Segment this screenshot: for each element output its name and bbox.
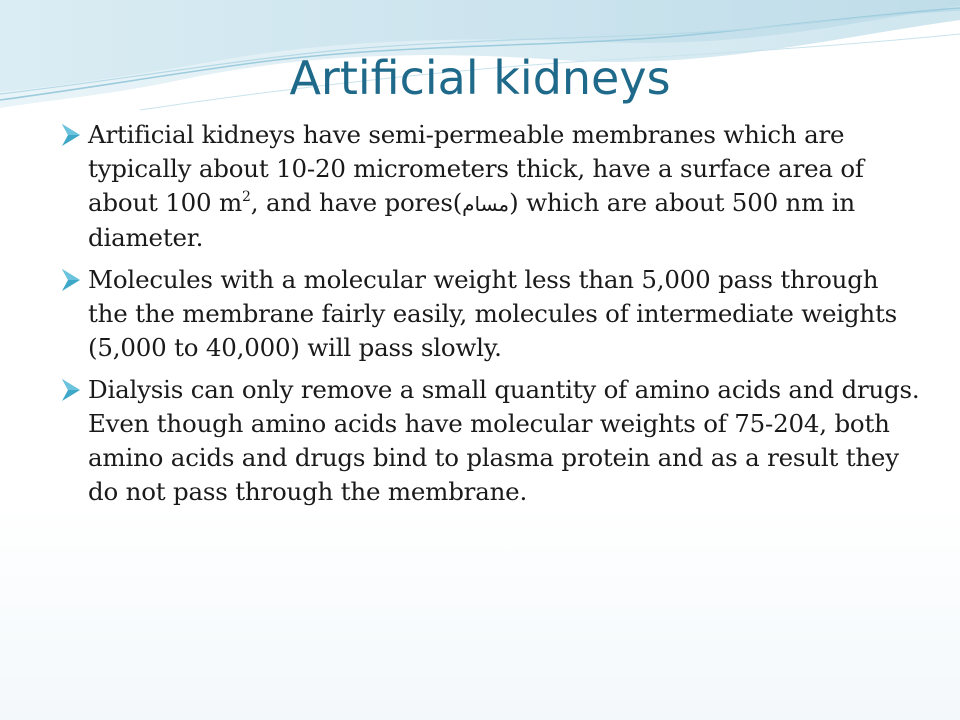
arrowhead-bullet-icon <box>60 122 82 148</box>
bullet-item <box>60 373 920 509</box>
bullet-text-part: , and have pores( <box>250 188 463 217</box>
bullet-list <box>60 118 920 517</box>
bullet-text: Molecules with a molecular weight less than 5,000 pass through the the membrane fairly easily, molecules of intermediate weights (5,000 to 40,000) will pass slowly. <box>88 265 898 362</box>
bullet-item <box>60 263 920 365</box>
bullet-text: Dialysis can only remove a small quantity of amino acids and drugs. Even though amino acids have molecular weights of 75-204, both amino acids and drugs bind to plasma protein and as a result they do not pass through the membrane. <box>88 375 920 506</box>
bullet-text-part: ) which are about 500 nm in diameter. <box>88 188 855 252</box>
bullet-text-part: Artificial kidneys have semi-permeable membranes which are typically about 10-20 micrometers thick, have a surface area of about 100 m <box>88 120 864 217</box>
superscript-exponent: 2 <box>242 189 251 205</box>
bullet-item <box>60 118 920 255</box>
slide-title: Artificial kidneys <box>289 51 671 105</box>
arrowhead-bullet-icon <box>60 267 82 293</box>
arabic-term: مسام <box>462 192 510 216</box>
arrowhead-bullet-icon <box>60 377 82 403</box>
bullet-text <box>88 118 920 255</box>
